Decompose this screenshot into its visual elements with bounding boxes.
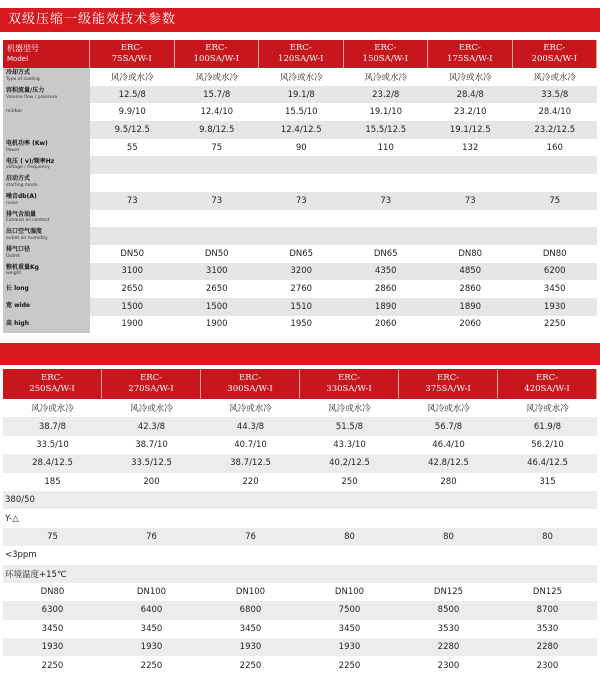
row-label: [3, 174, 90, 192]
table-cell: 90: [259, 139, 344, 157]
model-header: ERC- 300SA/W-I: [201, 369, 300, 399]
table-cell: 8500: [399, 601, 498, 619]
table-cell: 43.3/10: [300, 436, 399, 454]
table-cell: 3530: [399, 620, 498, 638]
table-cell-shared: 环境温度+15℃: [3, 565, 597, 583]
table-row: [3, 638, 597, 656]
table-cell: 42.8/12.5: [399, 454, 498, 472]
table-cell: 15.5/12.5: [344, 121, 429, 139]
table-cell: 75: [3, 528, 102, 546]
table-cell: 2860: [428, 280, 513, 298]
spec-table-lower: [3, 369, 597, 675]
table-cell: 44.3/8: [201, 417, 300, 435]
table-cell: 40.7/10: [201, 436, 300, 454]
table-cell: 1950: [259, 316, 344, 334]
table-row: [3, 546, 597, 564]
table-header-row: [3, 40, 597, 68]
table-cell: 33.5/8: [513, 86, 598, 104]
row-label: [3, 121, 90, 139]
table-row: [3, 417, 597, 435]
model-header-cn: 机器型号: [7, 44, 39, 53]
table-cell: 42.3/8: [102, 417, 201, 435]
table-cell: [513, 210, 598, 228]
table-cell: [90, 174, 175, 192]
table-cell: 8700: [498, 601, 597, 619]
table-row: [3, 656, 597, 674]
table-row: [3, 399, 597, 417]
row-label-en: Volume flow / pressure: [6, 94, 58, 100]
table-cell: 15.5/10: [259, 103, 344, 121]
table-cell: 4350: [344, 263, 429, 281]
table-cell: 2060: [344, 316, 429, 334]
table-cell: 33.5/12.5: [102, 454, 201, 472]
table-cell: 33.5/10: [3, 436, 102, 454]
table-cell: [344, 210, 429, 228]
table-cell: 风冷或水冷: [3, 399, 102, 417]
row-label-cn: 整机重量Kg: [6, 263, 39, 271]
table-row: [3, 316, 597, 334]
table-cell: 4850: [428, 263, 513, 281]
table-cell: [90, 227, 175, 245]
table-cell: 风冷或水冷: [175, 68, 260, 86]
table-cell: 6800: [201, 601, 300, 619]
table-cell: [513, 174, 598, 192]
table-cell: 2250: [513, 316, 598, 334]
table-row: [3, 139, 597, 157]
table-cell: [344, 156, 429, 174]
table-cell: 15.7/8: [175, 86, 260, 104]
table-cell: 19.1/8: [259, 86, 344, 104]
table-cell: 1890: [428, 298, 513, 316]
table-cell: 6300: [3, 601, 102, 619]
table-cell: [428, 156, 513, 174]
table-cell: [259, 174, 344, 192]
table-cell: 1930: [102, 638, 201, 656]
row-label: [3, 316, 90, 334]
table-cell: [90, 156, 175, 174]
table-cell: 3100: [90, 263, 175, 281]
table-cell: 40.2/12.5: [300, 454, 399, 472]
table-row: [3, 121, 597, 139]
table-cell: DN65: [259, 245, 344, 263]
table-row: [3, 68, 597, 86]
spec-table-upper: [3, 40, 597, 333]
table-cell: 2760: [259, 280, 344, 298]
table-cell: 2300: [399, 656, 498, 674]
table-cell: 2250: [300, 656, 399, 674]
table-cell: 38.7/12.5: [201, 454, 300, 472]
table-cell: [428, 174, 513, 192]
table-cell: 12.4/12.5: [259, 121, 344, 139]
table-cell: 1930: [201, 638, 300, 656]
table-cell: 185: [3, 473, 102, 491]
table-cell: [259, 227, 344, 245]
table-cell: DN80: [428, 245, 513, 263]
table-cell: [513, 227, 598, 245]
table-cell: 2650: [90, 280, 175, 298]
table-row: [3, 192, 597, 210]
table-cell: 1930: [3, 638, 102, 656]
row-label-cn: 排气口径: [6, 246, 31, 254]
table-cell: 280: [399, 473, 498, 491]
table-cell: DN125: [399, 583, 498, 601]
table-cell: 7500: [300, 601, 399, 619]
table-row: [3, 565, 597, 583]
table-cell: 73: [175, 192, 260, 210]
table-cell: 80: [300, 528, 399, 546]
table-cell: 2280: [498, 638, 597, 656]
table-cell: [175, 210, 260, 228]
table-cell: 9.8/12.5: [175, 121, 260, 139]
table-cell: [428, 227, 513, 245]
table-cell: [344, 174, 429, 192]
row-label-en: noise: [6, 200, 18, 206]
model-header: ERC- 270SA/W-I: [102, 369, 201, 399]
table-cell: 80: [498, 528, 597, 546]
table-cell: 风冷或水冷: [428, 68, 513, 86]
table-cell: 12.5/8: [90, 86, 175, 104]
table-cell: [259, 210, 344, 228]
row-label-cn: 出口空气湿度: [6, 228, 43, 236]
table-cell: 38.7/8: [3, 417, 102, 435]
table-row: [3, 245, 597, 263]
table-cell: [175, 227, 260, 245]
table-cell: 75: [175, 139, 260, 157]
table-row: [3, 436, 597, 454]
table-row: [3, 156, 597, 174]
table-cell: [90, 210, 175, 228]
table-row: [3, 227, 597, 245]
table-cell: 80: [399, 528, 498, 546]
table-cell: 46.4/10: [399, 436, 498, 454]
table-cell: DN65: [344, 245, 429, 263]
table-cell: 132: [428, 139, 513, 157]
row-label-en: outlet air humidity: [6, 236, 48, 242]
model-header: ERC- 75SA/W-I: [90, 40, 175, 68]
table-row: [3, 103, 597, 121]
row-label: [3, 280, 90, 298]
table-cell: 风冷或水冷: [102, 399, 201, 417]
model-header: ERC- 150SA/W-I: [344, 40, 429, 68]
table-cell: 23.2/10: [428, 103, 513, 121]
table-row: [3, 491, 597, 509]
model-header: ERC- 120SA/W-I: [259, 40, 344, 68]
table-cell: 23.2/8: [344, 86, 429, 104]
table-cell: 3450: [102, 620, 201, 638]
table-cell: 73: [344, 192, 429, 210]
table-cell: 风冷或水冷: [399, 399, 498, 417]
table-cell: 1500: [90, 298, 175, 316]
row-label-cn: 宽 wide: [6, 302, 31, 310]
table-cell: 3200: [259, 263, 344, 281]
table-cell: 46.4/12.5: [498, 454, 597, 472]
table-cell: 12.4/10: [175, 103, 260, 121]
row-label: [3, 103, 90, 121]
row-label: [3, 139, 90, 157]
row-label-en: starting mode: [6, 182, 38, 188]
table-cell: DN100: [201, 583, 300, 601]
table-cell: 1930: [513, 298, 598, 316]
row-label-cn: 启动方式: [6, 175, 31, 183]
table-cell: DN125: [498, 583, 597, 601]
table-cell: 160: [513, 139, 598, 157]
row-label: [3, 68, 90, 86]
table-cell: [175, 174, 260, 192]
table-cell-shared: <3ppm: [3, 546, 597, 564]
table-cell-shared: Y-△: [3, 509, 597, 527]
row-label-cn: 排气含油量: [6, 210, 37, 218]
table-cell: 风冷或水冷: [90, 68, 175, 86]
table-row: [3, 86, 597, 104]
table-cell: 23.2/12.5: [513, 121, 598, 139]
table-cell: 风冷或水冷: [201, 399, 300, 417]
row-label-cn: 电压 ( v)/频率Hz: [6, 157, 55, 165]
table-cell: 73: [90, 192, 175, 210]
table-cell: 3450: [513, 280, 598, 298]
table-row: [3, 210, 597, 228]
table-cell: 6200: [513, 263, 598, 281]
page-title: 双级压缩一级能效技术参数: [0, 8, 600, 32]
table-cell: 2280: [399, 638, 498, 656]
table-cell: 73: [259, 192, 344, 210]
table-cell: [428, 210, 513, 228]
table-row: [3, 263, 597, 281]
table-cell: 75: [513, 192, 598, 210]
table-cell: 2650: [175, 280, 260, 298]
table-cell: 3100: [175, 263, 260, 281]
table-row: [3, 509, 597, 527]
table-cell: 2250: [102, 656, 201, 674]
table-cell: 56.2/10: [498, 436, 597, 454]
table-cell: 51.5/8: [300, 417, 399, 435]
table-cell: 55: [90, 139, 175, 157]
table-cell: 1500: [175, 298, 260, 316]
table-row: [3, 620, 597, 638]
table-cell: 220: [201, 473, 300, 491]
table-cell: 200: [102, 473, 201, 491]
table-header-row: [3, 369, 597, 399]
table-cell: 2860: [344, 280, 429, 298]
table-row: [3, 601, 597, 619]
table-cell: 110: [344, 139, 429, 157]
table-cell: DN100: [102, 583, 201, 601]
table-row: [3, 528, 597, 546]
model-header-label: [3, 40, 90, 68]
table-cell: 风冷或水冷: [498, 399, 597, 417]
table-cell: 73: [428, 192, 513, 210]
row-label-en: Exhaust oil content: [6, 218, 50, 224]
table-cell: 56.7/8: [399, 417, 498, 435]
model-header-en: Model: [7, 55, 29, 63]
model-header: ERC- 375SA/W-I: [399, 369, 498, 399]
row-label-en: Outlet: [6, 253, 20, 259]
table-cell: [513, 156, 598, 174]
table-cell: 250: [300, 473, 399, 491]
table-cell: 3450: [201, 620, 300, 638]
row-label-cn: 高 high: [6, 320, 29, 328]
table-cell: DN80: [513, 245, 598, 263]
row-label-cn: 容积流量/压力: [6, 86, 45, 94]
table-row: [3, 583, 597, 601]
table-cell: [344, 227, 429, 245]
row-label-cn: 电机功率 (Kw): [6, 140, 48, 147]
table-cell: 76: [102, 528, 201, 546]
table-cell: 2060: [428, 316, 513, 334]
table-cell: 风冷或水冷: [259, 68, 344, 86]
row-label: [3, 227, 90, 245]
row-label-cn: 冷却方式: [6, 69, 31, 77]
table-cell: 6400: [102, 601, 201, 619]
table-cell: 风冷或水冷: [513, 68, 598, 86]
model-header: ERC- 420SA/W-I: [498, 369, 597, 399]
table-cell: 3450: [300, 620, 399, 638]
row-label: [3, 86, 90, 104]
table-cell: 1930: [300, 638, 399, 656]
row-label: [3, 263, 90, 281]
table-cell-shared: 380/50: [3, 491, 597, 509]
section-divider-bar: [0, 343, 600, 365]
table-cell: 9.5/12.5: [90, 121, 175, 139]
table-cell: 315: [498, 473, 597, 491]
table-cell: 风冷或水冷: [300, 399, 399, 417]
table-cell: 19.1/12.5: [428, 121, 513, 139]
row-label-en: Type of cooling: [6, 76, 40, 82]
table-row: [3, 280, 597, 298]
table-cell: 3530: [498, 620, 597, 638]
table-cell: 61.9/8: [498, 417, 597, 435]
row-label-en: Power: [6, 147, 20, 153]
table-cell: DN50: [90, 245, 175, 263]
table-cell: 1900: [175, 316, 260, 334]
table-cell: [175, 156, 260, 174]
model-header: ERC- 100SA/W-I: [175, 40, 260, 68]
row-label: [3, 245, 90, 263]
table-cell: 1900: [90, 316, 175, 334]
table-cell: 19.1/10: [344, 103, 429, 121]
row-label: [3, 298, 90, 316]
table-cell: 1890: [344, 298, 429, 316]
table-cell: [259, 156, 344, 174]
table-cell: 2300: [498, 656, 597, 674]
table-row: [3, 454, 597, 472]
table-cell: 28.4/8: [428, 86, 513, 104]
table-cell: 38.7/10: [102, 436, 201, 454]
table-cell: 3450: [3, 620, 102, 638]
row-label: [3, 192, 90, 210]
table-row: [3, 473, 597, 491]
table-cell: DN80: [3, 583, 102, 601]
table-cell: DN100: [300, 583, 399, 601]
model-header: ERC- 250SA/W-I: [3, 369, 102, 399]
row-label: [3, 156, 90, 174]
model-header: ERC- 175SA/W-I: [428, 40, 513, 68]
row-label-cn: 噪音db(A): [6, 193, 37, 201]
table-cell: 2250: [201, 656, 300, 674]
row-label: [3, 210, 90, 228]
model-header: ERC- 330SA/W-I: [300, 369, 399, 399]
table-cell: 风冷或水冷: [344, 68, 429, 86]
table-cell: DN50: [175, 245, 260, 263]
row-label-en: voltage / frequency: [6, 165, 50, 171]
table-cell: 1510: [259, 298, 344, 316]
table-row: [3, 298, 597, 316]
table-cell: 9.9/10: [90, 103, 175, 121]
table-row: [3, 174, 597, 192]
row-label-cn: 长 long: [6, 284, 29, 292]
table-cell: 2250: [3, 656, 102, 674]
table-cell: 28.4/10: [513, 103, 598, 121]
table-cell: 28.4/12.5: [3, 454, 102, 472]
model-header: ERC- 200SA/W-I: [513, 40, 598, 68]
row-label-en: m3/bar: [6, 108, 23, 114]
row-label-en: weight: [6, 271, 22, 277]
table-cell: 76: [201, 528, 300, 546]
